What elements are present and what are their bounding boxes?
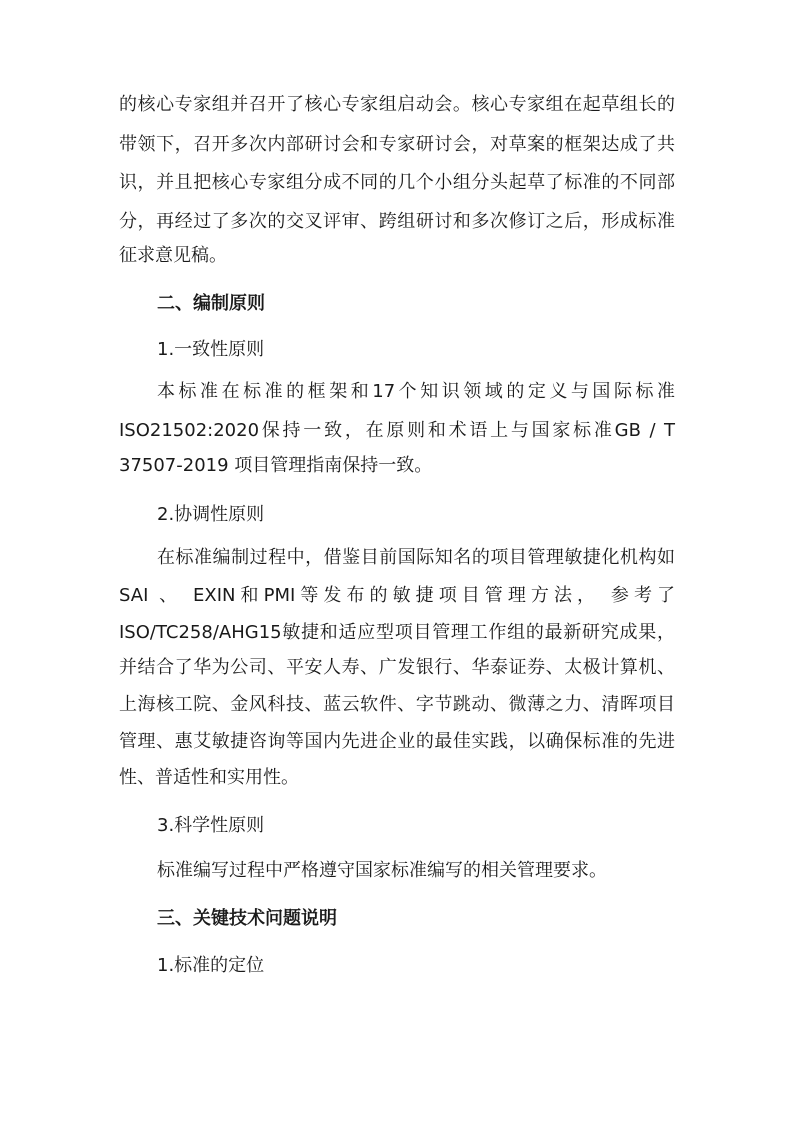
section-heading-key-issues: 三、关键技术问题说明	[157, 908, 337, 928]
intro-line-2: 带领下，召开多次内部研讨会和专家研讨会，对草案的框架达成了共	[119, 134, 675, 155]
coordination-line-5: 上海核工院、金风科技、蓝云软件、字节跳动、微薄之力、清晖项目	[119, 694, 675, 715]
coordination-line-3: ISO/TC258/AHG15敏捷和适应型项目管理工作组的最新研究成果，	[119, 622, 675, 643]
scientific-line-1: 标准编写过程中严格遵守国家标准编写的相关管理要求。	[157, 860, 607, 881]
coordination-line-7: 性、普适性和实用性。	[119, 767, 299, 788]
intro-line-4: 分，再经过了多次的交叉评审、跨组研讨和多次修订之后，形成标准	[119, 211, 675, 232]
coordination-line-2: SAI 、 EXIN和PMI等发布的敏捷项目管理方法， 参考了	[119, 585, 675, 606]
section-heading-principles: 二、编制原则	[157, 293, 265, 313]
consistency-line-2: ISO21502:2020保持一致，在原则和术语上与国家标准GB / T	[119, 420, 675, 441]
subheading-coordination: 2.协调性原则	[157, 504, 265, 525]
intro-line-3: 识，并且把核心专家组分成不同的几个小组分头起草了标准的不同部	[119, 172, 675, 193]
subheading-positioning: 1.标准的定位	[157, 955, 265, 976]
intro-line-5: 征求意见稿。	[119, 245, 227, 266]
coordination-line-4: 并结合了华为公司、平安人寿、广发银行、华泰证券、太极计算机、	[119, 657, 675, 678]
consistency-line-1: 本标准在标准的框架和17个知识领域的定义与国际标准	[157, 381, 675, 402]
subheading-consistency: 1.一致性原则	[157, 339, 265, 360]
intro-line-1: 的核心专家组并召开了核心专家组启动会。核心专家组在起草组长的	[119, 94, 675, 115]
subheading-scientific: 3.科学性原则	[157, 815, 265, 836]
consistency-line-3: 37507-2019 项目管理指南保持一致。	[119, 455, 433, 476]
coordination-line-1: 在标准编制过程中，借鉴目前国际知名的项目管理敏捷化机构如	[157, 547, 675, 568]
coordination-line-6: 管理、惠艾敏捷咨询等国内先进企业的最佳实践，以确保标准的先进	[119, 731, 675, 752]
